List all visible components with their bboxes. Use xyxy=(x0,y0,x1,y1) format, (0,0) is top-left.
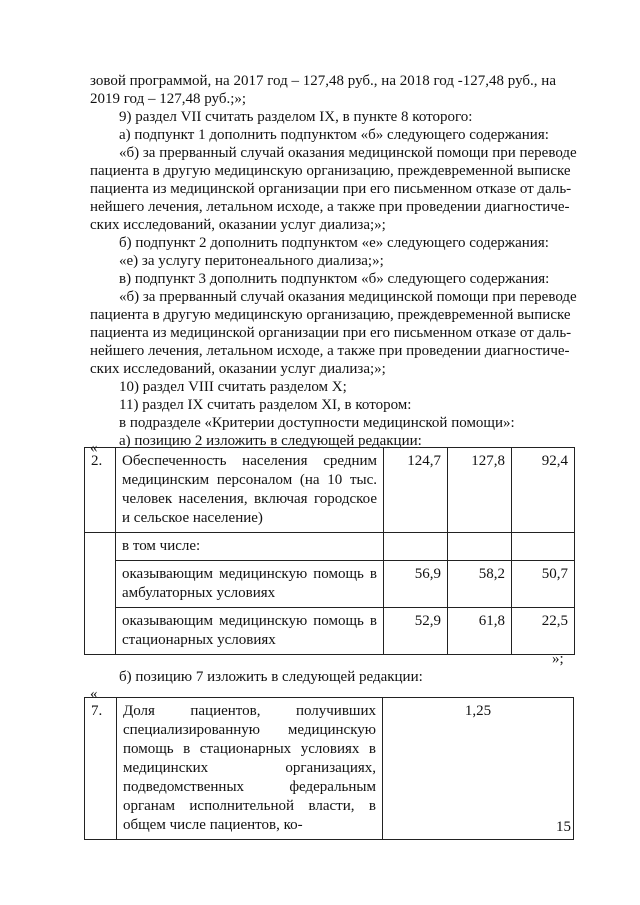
criterion-text: оказывающим медицинскую помощь в амбулаторных условиях xyxy=(116,561,384,608)
text-line: б) позицию 7 изложить в следующей редакции: xyxy=(119,669,423,685)
text-line: пациента в другую медицинскую организацию, преждевременной выписке xyxy=(90,163,571,179)
value-2019: 22,5 xyxy=(512,608,575,655)
text-line: 9) раздел VII считать разделом IX, в пункте 8 которого: xyxy=(119,109,473,125)
page-number: 15 xyxy=(556,819,571,835)
table-row xyxy=(85,533,575,561)
text-line: ских исследований, оказании услуг диализа;»; xyxy=(90,217,386,233)
table-row xyxy=(85,448,575,533)
value-2017: 52,9 xyxy=(384,608,448,655)
text-line: «б) за прерванный случай оказания медицинской помощи при переводе xyxy=(119,145,577,161)
value-2019: 92,4 xyxy=(512,448,575,533)
table-row xyxy=(85,561,575,608)
value-2018: 127,8 xyxy=(448,448,512,533)
text-line: пациента в другую медицинскую организацию, преждевременной выписке xyxy=(90,307,571,323)
text-line: нейшего лечения, летальном исходе, а также при проведении диагностиче- xyxy=(90,343,570,359)
text-line: а) подпункт 1 дополнить подпунктом «б» следующего содержания: xyxy=(119,127,549,143)
text-line: пациента из медицинской организации при его письменном отказе от даль- xyxy=(90,181,572,197)
value-2018: 58,2 xyxy=(448,561,512,608)
criterion-text: оказывающим медицинскую помощь в стационарных условиях xyxy=(116,608,384,655)
text-line: в) подпункт 3 дополнить подпунктом «б» следующего содержания: xyxy=(119,271,550,287)
text-line: зовой программой, на 2017 год – 127,48 руб., на 2018 год -127,48 руб., на xyxy=(90,73,556,89)
table-row xyxy=(85,698,574,840)
empty-number-cell xyxy=(85,533,116,655)
text-line: «е) за услугу перитонеального диализа;»; xyxy=(119,253,384,269)
closing-quote-mark: »; xyxy=(552,651,564,667)
text-line: 2019 год – 127,48 руб.;»; xyxy=(90,91,247,107)
text-line: 11) раздел IX считать разделом XI, в котором: xyxy=(119,397,412,413)
value-2018: 61,8 xyxy=(448,608,512,655)
table-availability-criteria-position-7 xyxy=(84,697,574,840)
value: 1,25 xyxy=(383,698,574,840)
text-line: нейшего лечения, летальном исходе, а также при проведении диагностиче- xyxy=(90,199,570,215)
text-line: б) подпункт 2 дополнить подпунктом «е» следующего содержания: xyxy=(119,235,549,251)
criterion-text: Доля пациентов, получивших специализированную медицинскую помощь в стационарных условиях в медицинских организациях, подведомственных федеральным органам исполнительной власти, в общем числе пациентов, ко- xyxy=(117,698,383,840)
table-availability-criteria-position-2 xyxy=(84,447,575,655)
value-2017: 124,7 xyxy=(384,448,448,533)
text-line: в подразделе «Критерии доступности медицинской помощи»: xyxy=(119,415,515,431)
text-line: 10) раздел VIII считать разделом X; xyxy=(119,379,347,395)
opening-quote-mark: « xyxy=(90,440,98,456)
table-row xyxy=(85,608,575,655)
text-line: а) позицию 2 изложить в следующей редакции: xyxy=(119,433,422,449)
opening-quote-mark: « xyxy=(90,686,98,702)
value-2017: 56,9 xyxy=(384,561,448,608)
text-line: пациента из медицинской организации при его письменном отказе от даль- xyxy=(90,325,572,341)
text-line: ских исследований, оказании услуг диализа;»; xyxy=(90,361,386,377)
sub-label: в том числе: xyxy=(116,533,384,561)
row-number: 7. xyxy=(85,698,117,840)
text-line: «б) за прерванный случай оказания медицинской помощи при переводе xyxy=(119,289,577,305)
criterion-text: Обеспеченность населения средним медицинским персоналом (на 10 тыс. человек населения, включая городское и сельское население) xyxy=(116,448,384,533)
value-2019: 50,7 xyxy=(512,561,575,608)
row-number: 2. xyxy=(85,448,116,533)
